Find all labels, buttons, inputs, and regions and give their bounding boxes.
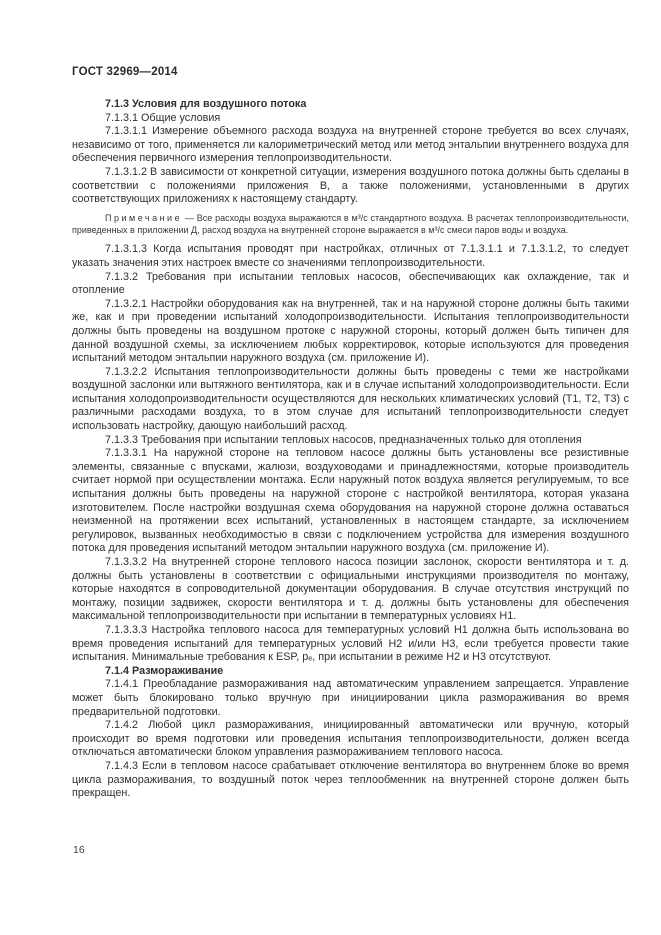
paragraph-7-1-3-2: 7.1.3.2 Требования при испытании тепловых насосов, обеспечивающих как охлаждение, так и отопление <box>72 270 629 297</box>
paragraph-7-1-3-3-1: 7.1.3.3.1 На наружной стороне на тепловом насосе должны быть установлены все резистивные элементы, связанные с впусками, жалюзи, воздуховодами и принадлежностями, которые производитель считает нормой при осуществлении монтажа. Если наружный поток воздуха является регулируемым, то все испытания должны быть проведены на наружной стороне с настройкой вентилятора, которая указана изготовителем. После настройки воздушная схема оборудования на наружной стороне должна оставаться неизменной на протяжении всех испытаний, установленных в настоящем стандарте, за исключением регулировок, вызванных необходимостью в связи с подключением устройства для измерения воздушного потока для проведения испытаний методом энтальпии наружного воздуха (см. приложение И). <box>72 447 629 555</box>
paragraph-7-1-3-2-2: 7.1.3.2.2 Испытания теплопроизводительности должны быть проведены с теми же настройками воздушной заслонки или вытяжного вентилятора, как и в случае испытаний холодопроизводительности. Если испытания холодопроизводительности осуществляются для нескольких климатических условий (Т1, Т2, Т3) с различными расходами воздуха, то в этом случае для испытаний теплопроизводительности следует использовать настройку, дающую наибольший расход. <box>72 365 629 433</box>
paragraph-7-1-3-heading: 7.1.3 Условия для воздушного потока <box>105 98 307 110</box>
paragraph-7-1-3-2-1: 7.1.3.2.1 Настройки оборудования как на внутренней, так и на наружной стороне должны быть такими же, как и при проведении испытаний холодопроизводительности. Испытания теплопроизводительности должны быть проведены на воздушном протоке с наружной стороны, который должен быть типичен для данной воздушной схемы, за исключением любых корректировок, которые используются для проведения испытаний методом энтальпии наружного воздуха (см. приложение И). <box>72 297 629 365</box>
paragraph-7-1-3-3-3: 7.1.3.3.3 Настройка теплового насоса для температурных условий Н1 должна быть использована во время проведения испытаний для температурных условий Н2 и/или Н3, если требуется провести такие испытания. Минимальные требования к ESP, pₑ, при испытании в режиме Н2 и Н3 отсутствуют. <box>72 623 629 664</box>
paragraph-7-1-3-3-2: 7.1.3.3.2 На внутренней стороне теплового насоса позиции заслонок, скорости вентилятора и т. д. должны быть установлены в соответствии с официальными инструкциями производителя по монтажу, которые находятся в сопроводительной документации оборудования. В случае отсутствия инструкций по монтажу, позиции задвижек, скорости вентилятора и т. д. должны быть установлены для обеспечения максимальной теплопроизводительности при испытании в температурных условиях Н1. <box>72 556 629 623</box>
note-label: Примечание <box>105 212 183 223</box>
paragraph-7-1-3-1: 7.1.3.1 Общие условия <box>105 111 221 124</box>
document-content <box>72 66 629 801</box>
paragraph-7-1-4-2: 7.1.4.2 Любой цикл размораживания, инициированный автоматически или вручную, который происходит во время подготовки или проведения испытания теплопроизводительности, должен всегда отключаться автоматически блоком управления размораживанием теплового насоса. <box>72 719 629 759</box>
paragraph-7-1-4-3: 7.1.4.3 Если в тепловом насосе срабатывает отключение вентилятора во внутреннем блоке во время цикла размораживания, то воздушный поток через теплообменник на внутренней стороне должен быть прекращен. <box>72 759 629 800</box>
paragraph-7-1-3-3: 7.1.3.3 Требования при испытании тепловых насосов, предназначенных только для отопления <box>105 433 582 446</box>
document-header-standard-number: ГОСТ 32969—2014 <box>72 66 178 78</box>
paragraph-7-1-4-heading: 7.1.4 Размораживание <box>105 664 224 677</box>
page-number: 16 <box>73 844 85 856</box>
paragraph-7-1-3-1-1: 7.1.3.1.1 Измерение объемного расхода воздуха на внутренней стороне требуется во всех случаях, независимо от того, применяется ли калориметрический метод или метод энтальпии внутреннего воздуха для обеспечения первичного измерения теплопроизводительности. <box>72 125 629 165</box>
paragraph-7-1-4-1: 7.1.4.1 Преобладание размораживания над автоматическим управлением запрещается. Управление может быть блокировано только вручную при инициировании цикла размораживания во время предварительной подготовки. <box>72 678 629 718</box>
paragraph-7-1-3-1-3: 7.1.3.1.3 Когда испытания проводят при настройках, отличных от 7.1.3.1.1 и 7.1.3.1.2, то следует указать значения этих настроек вместе со значениями теплопроизводительности. <box>72 243 629 269</box>
paragraph-7-1-3-1-2: 7.1.3.1.2 В зависимости от конкретной ситуации, измерения воздушного потока должны быть сделаны в соответствии с положениями приложения В, а также положениями, установленными в других соответствующих приложениях к настоящему стандарту. <box>72 165 629 206</box>
note-paragraph <box>72 213 629 237</box>
note-text: — Все расходы воздуха выражаются в м³/с стандартного воздуха. В расчетах теплопроизводительности, приведенных в приложении Д, расход воздуха на внутренней стороне выражается в м³/с смеси паров воды и воздуха. <box>72 212 629 235</box>
